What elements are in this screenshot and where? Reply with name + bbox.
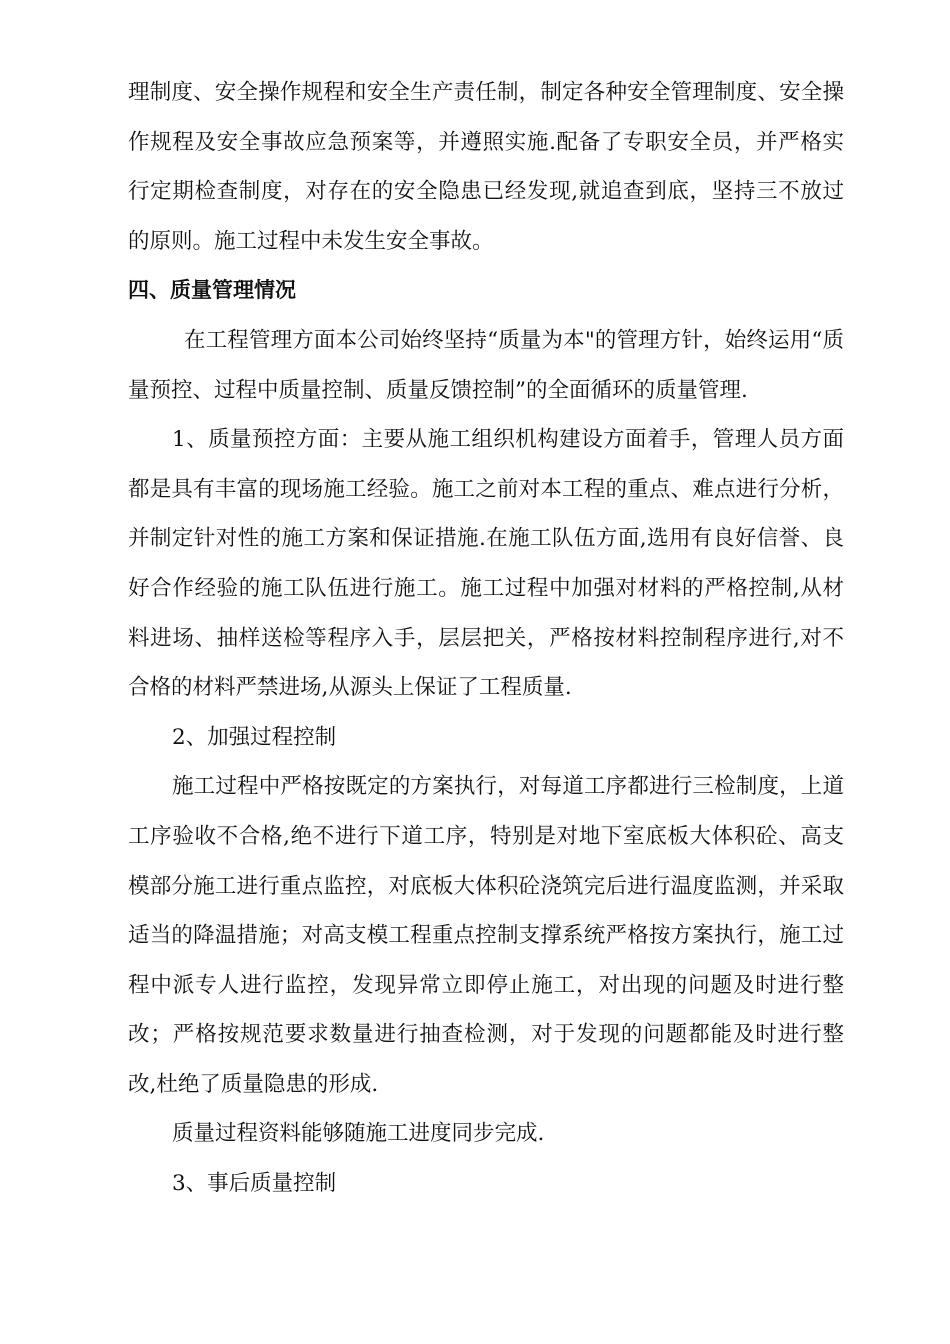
paragraph-quality-precontrol: 1、质量预控方面：主要从施工组织机构建设方面着手，管理人员方面都是具有丰富的现场施工经验。施工之前对本工程的重点、难点进行分析，并制定针对性的施工方案和保证措施.在施工队伍方面,选用有良好信誉、良好合作经验的施工队伍进行施工。施工过程中加强对材料的严格控制,从材料进场、抽样送检等程序入手，层层把关，严格按材料控制程序进行,对不合格的材料严禁进场,从源头上保证了工程质量. xyxy=(128,427,844,701)
subheading-process-control: 2、加强过程控制 xyxy=(172,724,337,750)
paragraph-safety-continuation: 理制度、安全操作规程和安全生产责任制，制定各种安全管理制度、安全操作规程及安全事故应急预案等，并遵照实施.配备了专职安全员，并严格实行定期检查制度，对存在的安全隐患已经发现,就追查到底，坚持三不放过的原则。施工过程中未发生安全事故。 xyxy=(128,80,844,254)
document-body xyxy=(128,68,844,1209)
paragraph-process-control: 施工过程中严格按既定的方案执行，对每道工序都进行三检制度，上道工序验收不合格,绝不进行下道工序，特别是对地下室底板大体积砼、高支模部分施工进行重点监控，对底板大体积砼浇筑完后进行温度监测，并采取适当的降温措施；对高支模工程重点控制支撑系统严格按方案执行，施工过程中派专人进行监控，发现异常立即停止施工，对出现的问题及时进行整改；严格按规范要求数量进行抽查检测，对于发现的问题都能及时进行整改,杜绝了质量隐患的形成. xyxy=(128,774,844,1097)
subheading-post-quality-control: 3、事后质量控制 xyxy=(172,1171,337,1197)
paragraph-quality-intro: 在工程管理方面本公司始终坚持“质量为本"的管理方针，始终运用“质量预控、过程中质量控制、质量反馈控制”的全面循环的质量管理. xyxy=(128,327,844,403)
paragraph-quality-records: 质量过程资料能够随施工进度同步完成. xyxy=(172,1121,545,1147)
section-heading-quality-management: 四、质量管理情况 xyxy=(128,278,296,303)
